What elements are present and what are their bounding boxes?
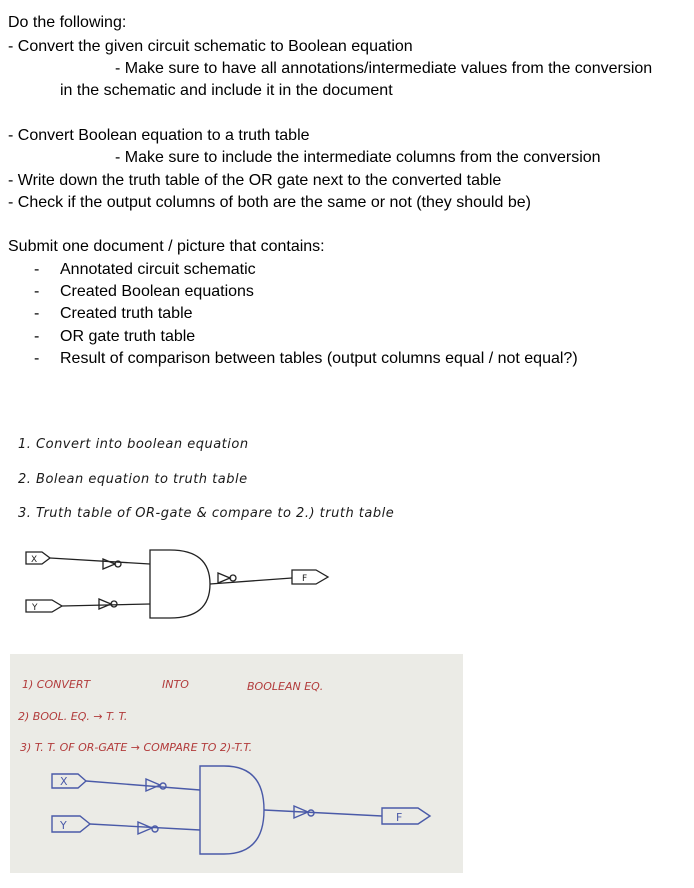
sketch2-line-3: 3) T. T. OF OR-GATE → COMPARE TO 2)-T.T. [20,741,253,754]
sketch1-line-3: 3. Truth table of OR-gate & compare to 2.) truth table [18,506,395,521]
submit-item: Result of comparison between tables (output columns equal / not equal?) [60,350,578,367]
sketch2-input-y: Y [60,819,67,832]
sketch1-line-1: 1. Convert into boolean equation [18,437,249,452]
submit-bullet: - [34,328,40,345]
sketch1-output-f-shape [292,570,328,584]
sketch1-output-f: F [302,574,308,584]
sketch1-input-x-shape [26,552,50,564]
instruction-item: - Check if the output columns of both are the same or not (they should be) [8,194,531,211]
not-gate-icon [99,599,111,609]
submit-item: Created truth table [60,305,193,322]
not-gate-icon [103,559,115,569]
submit-bullet: - [34,350,40,367]
instruction-subitem: - Make sure to have all annotations/intermediate values from the conversion [115,60,653,77]
instruction-item: - Convert the given circuit schematic to Boolean equation [8,38,413,55]
submit-item: Annotated circuit schematic [60,261,256,278]
sketch1-circuit-schematic [0,540,360,630]
submit-bullet: - [34,305,40,322]
submit-item: Created Boolean equations [60,283,254,300]
sketch1-input-y: Y [32,603,38,613]
submit-bullet: - [34,283,40,300]
instructions-heading: Do the following: [8,14,127,31]
sketch2-line-1c: BOOLEAN EQ. [247,680,324,693]
sketch2-line-1b: INTO [162,678,189,691]
submit-heading: Submit one document / picture that contains: [8,238,325,255]
sketch2-input-x-shape [52,774,86,788]
instruction-item: - Write down the truth table of the OR gate next to the converted table [8,172,502,189]
sketch2-line-2: 2) BOOL. EQ. → T. T. [18,710,128,723]
and-gate-icon [200,766,264,854]
whiteboard-photo [10,654,463,873]
sketch1-input-x: X [31,555,38,565]
sketch2-line-1a: 1) CONVERT [22,678,91,691]
instruction-item: - Convert Boolean equation to a truth table [8,127,310,144]
not-gate-icon [146,779,160,791]
and-gate-icon [150,550,210,618]
submit-item: OR gate truth table [60,328,196,345]
instruction-subitem: in the schematic and include it in the document [60,82,393,99]
sketch2-output-f: F [396,811,403,824]
sketch2-input-x: X [60,775,68,788]
submit-bullet: - [34,261,40,278]
sketch2-input-y-shape [52,816,90,832]
sketch2-output-f-shape [382,808,430,824]
not-gate-icon [218,573,230,583]
not-gate-icon [138,822,152,834]
sketch1-line-2: 2. Bolean equation to truth table [18,472,248,487]
instruction-subitem: - Make sure to include the intermediate columns from the conversion [115,149,601,166]
